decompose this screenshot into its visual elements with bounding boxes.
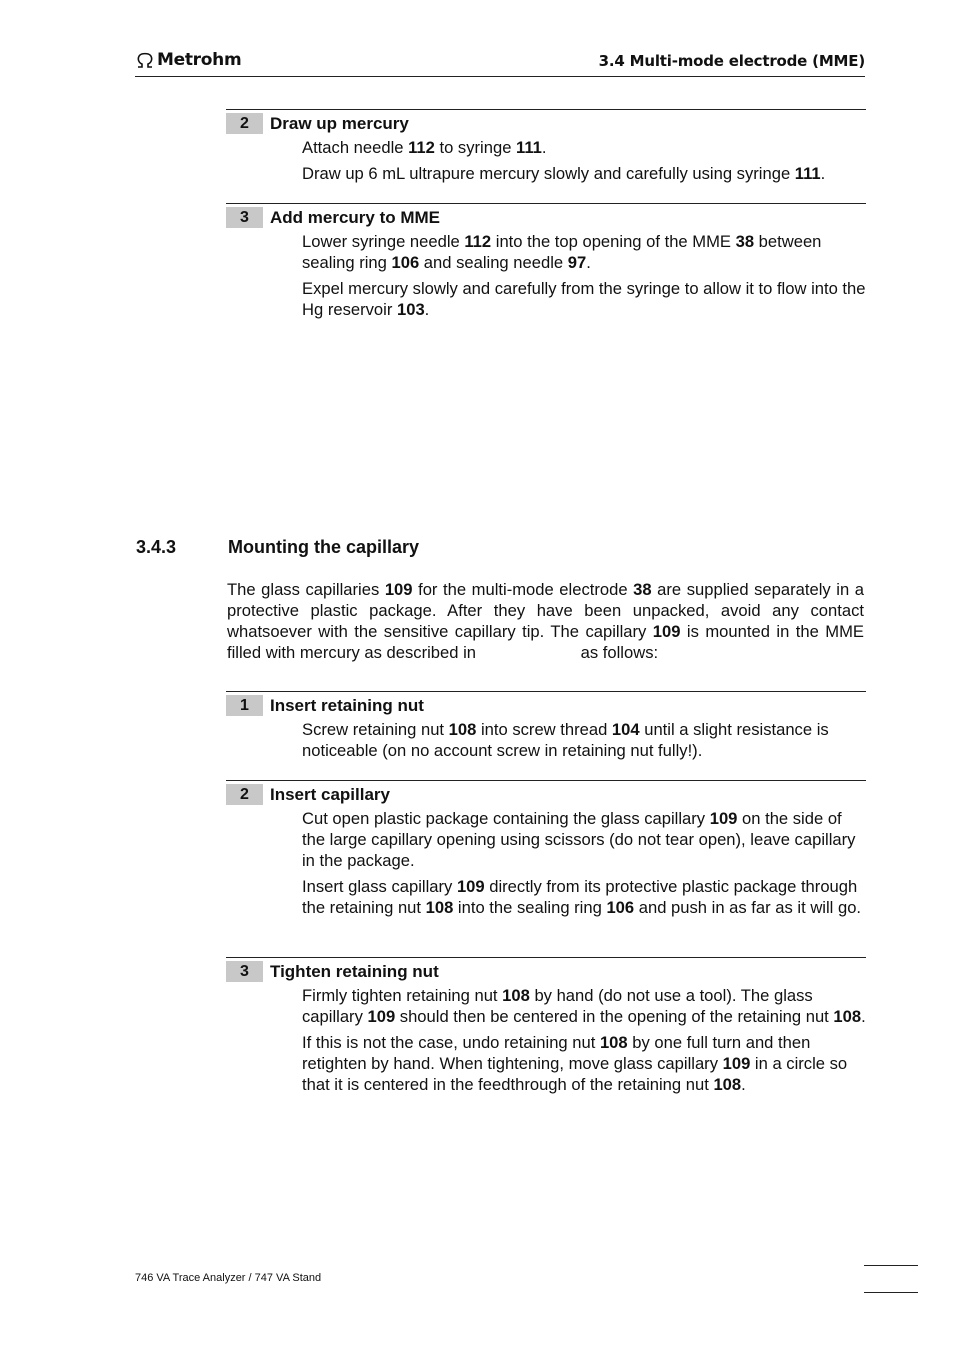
step-paragraph: Attach needle 112 to syringe 111.: [302, 138, 547, 157]
footer-rule: [864, 1292, 918, 1293]
part-number: 109: [456, 877, 485, 896]
step-title: Insert retaining nut: [270, 696, 424, 715]
step-body: [302, 985, 866, 1095]
part-number: 104: [611, 720, 640, 739]
part-number: 109: [709, 809, 738, 828]
page-header: [135, 48, 865, 77]
step-number: 2: [226, 113, 263, 134]
part-number: 108: [713, 1075, 742, 1094]
step-insert-retaining-nut: [226, 691, 866, 766]
step-paragraph: Insert glass capillary 109 directly from its protective plastic package through the retaining nut 108 into the sealing ring 106 and push in as far as it will go.: [302, 877, 862, 917]
step-header: [226, 780, 866, 805]
step-add-mercury: [226, 203, 866, 325]
step-header: [226, 957, 866, 982]
step-number: 1: [226, 695, 263, 716]
part-number: 108: [502, 986, 530, 1005]
step-title: Draw up mercury: [270, 114, 409, 133]
subsection-number: 3.4.3: [136, 537, 177, 557]
logo-text: Metrohm: [157, 50, 242, 70]
step-paragraph: Lower syringe needle 112 into the top opening of the MME 38 between sealing ring 106 and sealing needle 97.: [302, 232, 822, 272]
part-number: 108: [833, 1007, 862, 1026]
step-paragraph: Expel mercury slowly and carefully from the syringe to allow it to flow into the Hg reservoir 103.: [302, 279, 866, 319]
part-number: 109: [722, 1054, 751, 1073]
step-insert-capillary: [226, 780, 866, 923]
step-header: [226, 691, 866, 716]
step-paragraph: Draw up 6 mL ultrapure mercury slowly and carefully using syringe 111.: [302, 164, 826, 183]
omega-logo-icon: [135, 52, 155, 68]
step-paragraph: Cut open plastic package containing the glass capillary 109 on the side of the large capillary opening using scissors (do not tear open), leave capillary in the package.: [302, 809, 856, 870]
intro-paragraph: The glass capillaries 109 for the multi-mode electrode 38 are supplied separately in a protective plastic package. After they have been unpacked, avoid any contact whatsoever with the sensitive capillary tip. The capillary 109 is mounted in the MME filled with mercury as described in as follows:: [227, 580, 864, 662]
part-number: 112: [464, 232, 492, 251]
step-title: Add mercury to MME: [270, 208, 441, 227]
step-tighten-retaining-nut: [226, 957, 866, 1100]
part-number: 38: [735, 232, 755, 251]
step-number: 2: [226, 784, 263, 805]
logo: [135, 50, 241, 70]
subsection-title: Mounting the capillary: [228, 537, 420, 557]
step-number: 3: [226, 961, 263, 982]
part-number: 109: [367, 1007, 396, 1026]
part-number: 97: [567, 253, 587, 272]
part-number: 103: [396, 300, 425, 319]
step-header: [226, 203, 866, 228]
part-number: 108: [599, 1033, 628, 1052]
step-body: [302, 231, 866, 320]
part-number: 112: [408, 138, 435, 157]
step-draw-up-mercury: [226, 109, 866, 189]
step-title: Insert capillary: [270, 785, 391, 804]
part-number: 111: [516, 138, 542, 157]
step-body: [302, 137, 866, 184]
step-paragraph: Firmly tighten retaining nut 108 by hand (do not use a tool). The glass capillary 109 should then be centered in the opening of the retaining nut 108.: [302, 986, 866, 1026]
part-number: 108: [425, 898, 454, 917]
part-number: 106: [391, 253, 420, 272]
step-paragraph: If this is not the case, undo retaining nut 108 by one full turn and then retighten by hand. When tightening, move glass capillary 109 in a circle so that it is centered in the feedthrough of the retaining nut 108.: [302, 1033, 848, 1094]
footer-text: 746 VA Trace Analyzer / 747 VA Stand: [135, 1272, 322, 1284]
step-header: [226, 109, 866, 134]
section-title: 3.4 Multi-mode electrode (MME): [598, 52, 865, 70]
footer-rule: [864, 1265, 918, 1266]
part-number: 108: [448, 720, 477, 739]
step-body: [302, 719, 866, 761]
part-number: 106: [606, 898, 635, 917]
step-body: [302, 808, 866, 918]
step-number: 3: [226, 207, 263, 228]
step-title: Tighten retaining nut: [270, 962, 439, 981]
step-paragraph: Screw retaining nut 108 into screw thread 104 until a slight resistance is noticeable (on no account screw in retaining nut fully!).: [302, 720, 829, 760]
part-number: 111: [794, 164, 821, 183]
